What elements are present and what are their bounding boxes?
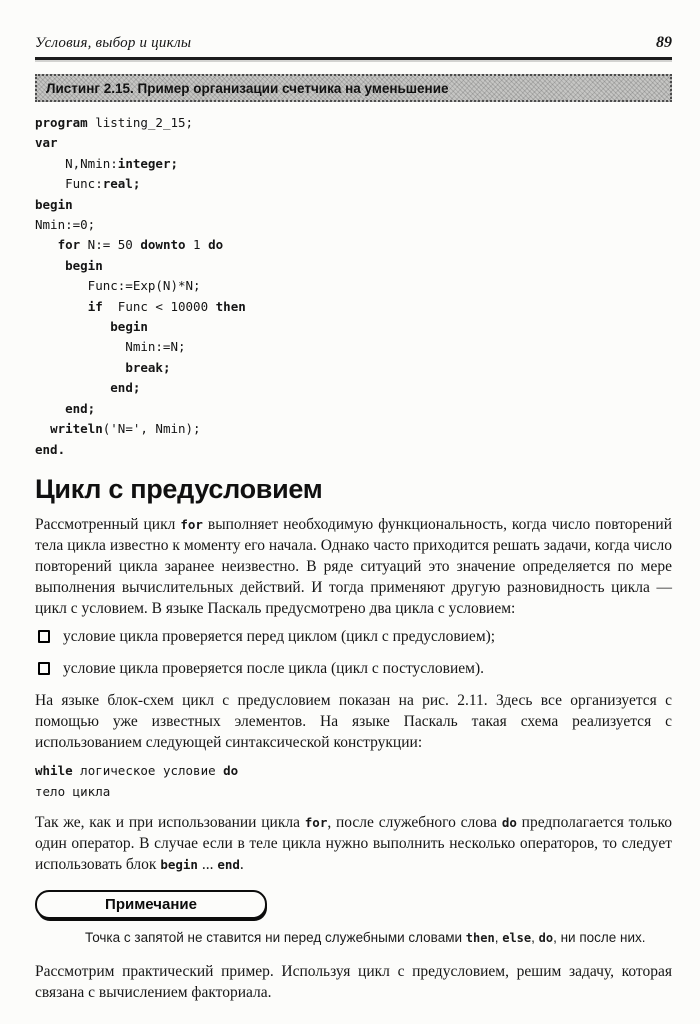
text-segment: Func:=Exp(N)*N; bbox=[35, 278, 201, 294]
paragraph-closing: Рассмотрим практический пример. Используя цикл с предусловием, решим задачу, которая связана с вычислением факториала. bbox=[35, 962, 672, 1001]
paragraph-intro bbox=[35, 514, 672, 619]
text-segment: var bbox=[35, 135, 58, 151]
note-box bbox=[35, 890, 672, 948]
text-segment: логическое условие bbox=[72, 762, 224, 778]
text-segment: Nmin:=0; bbox=[35, 217, 96, 233]
text-segment bbox=[35, 258, 65, 273]
text-segment: break; bbox=[125, 359, 171, 375]
list-item-text: условие цикла проверяется после цикла (цикл с постусловием). bbox=[63, 659, 484, 677]
text-segment: Nmin:=N; bbox=[35, 339, 186, 355]
list-item-text: условие цикла проверяется перед циклом (цикл с предусловием); bbox=[63, 627, 496, 645]
running-title: Условия, выбор и циклы bbox=[35, 35, 192, 51]
text-segment: выполняет необходимую функциональность, когда число повторений тела цикла известно к моменту его начала. Однако часто приходится решать задачи, когда число повторений цикла заранее неизвестно. В ряде ситуаций это значение определяется по мере выполнения вычислительных действий. И тогда применяют другую разновидность цикла — цикл с условием. В языке Паскаль предусмотрено два цикла с условием: bbox=[35, 515, 672, 617]
text-segment: N,Nmin: bbox=[35, 155, 118, 171]
text-segment: Так же, как и при использовании цикла bbox=[35, 813, 305, 831]
text-segment: begin bbox=[110, 319, 148, 335]
text-segment: do bbox=[223, 762, 239, 778]
text-segment: , bbox=[531, 929, 539, 945]
text-segment: , bbox=[494, 929, 503, 945]
text-segment: downto bbox=[140, 237, 186, 253]
paragraph-single-operator bbox=[35, 812, 672, 875]
text-segment bbox=[35, 360, 125, 375]
list-item bbox=[35, 658, 672, 679]
text-segment: предполагается только один оператор. В случае если в теле цикла нужно выполнить несколько операторов, то следует использовать блок bbox=[35, 813, 673, 873]
text-segment: тело цикла bbox=[35, 784, 111, 800]
text-segment: 1 bbox=[185, 237, 209, 253]
text-segment bbox=[35, 299, 88, 314]
text-segment: Func < 10000 bbox=[102, 298, 216, 314]
text-segment: begin bbox=[160, 856, 198, 872]
section-title: Цикл с предусловием bbox=[35, 473, 323, 504]
text-segment: do bbox=[538, 930, 554, 945]
text-segment bbox=[35, 401, 65, 416]
bullet-list bbox=[35, 626, 672, 679]
text-segment: then bbox=[465, 930, 495, 945]
paragraph-flowchart: На языке блок-схем цикл с предусловием показан на рис. 2.11. Здесь все организуется с помощью уже известных элементов. На языке Паскаль такая схема реализуется с использованием следующей синтаксической конструкции: bbox=[35, 691, 672, 751]
page-number: 89 bbox=[656, 34, 672, 51]
text-segment: else bbox=[502, 930, 532, 945]
text-segment bbox=[35, 237, 58, 252]
text-segment: real; bbox=[102, 176, 141, 192]
text-segment: for bbox=[57, 237, 81, 253]
text-segment bbox=[35, 380, 110, 395]
text-segment: , после служебного слова bbox=[327, 813, 502, 831]
listing-caption: Листинг 2.15. Пример организации счетчика на уменьшение bbox=[35, 74, 672, 102]
text-segment: end bbox=[217, 856, 240, 872]
code-listing bbox=[35, 113, 672, 460]
square-bullet-icon bbox=[38, 630, 50, 643]
text-segment: , ни после них. bbox=[553, 929, 646, 945]
text-segment: if bbox=[87, 298, 103, 314]
text-segment: Рассмотренный цикл bbox=[35, 515, 181, 533]
text-segment: do bbox=[208, 237, 224, 253]
text-segment: writeln bbox=[50, 421, 103, 437]
text-segment: Точка с запятой не ставится ни перед служебными словами bbox=[85, 929, 466, 945]
text-segment: begin bbox=[65, 257, 103, 273]
text-segment: ('N=', Nmin); bbox=[102, 421, 201, 437]
text-segment: then bbox=[215, 298, 246, 314]
note-text bbox=[85, 928, 672, 948]
text-segment: begin bbox=[35, 196, 73, 212]
text-segment: Func: bbox=[35, 176, 103, 192]
syntax-construction bbox=[35, 760, 672, 803]
text-segment: . bbox=[239, 855, 244, 873]
text-segment: for bbox=[304, 814, 328, 830]
text-segment: end; bbox=[65, 400, 96, 416]
text-segment: integer; bbox=[117, 155, 179, 171]
text-segment: end; bbox=[110, 380, 141, 396]
text-segment bbox=[35, 319, 110, 334]
text-segment: program bbox=[35, 115, 88, 130]
text-segment bbox=[35, 421, 50, 436]
square-bullet-icon bbox=[38, 662, 50, 675]
text-segment: while bbox=[35, 762, 73, 778]
text-segment: N:= 50 bbox=[80, 237, 141, 253]
page-header bbox=[35, 34, 672, 60]
list-item bbox=[35, 626, 672, 647]
text-segment: for bbox=[180, 516, 203, 532]
text-segment: listing_2_15; bbox=[87, 115, 194, 130]
note-title: Примечание bbox=[35, 890, 267, 919]
text-segment: end. bbox=[35, 441, 66, 457]
text-segment: do bbox=[501, 814, 517, 830]
text-segment: ... bbox=[197, 855, 218, 873]
